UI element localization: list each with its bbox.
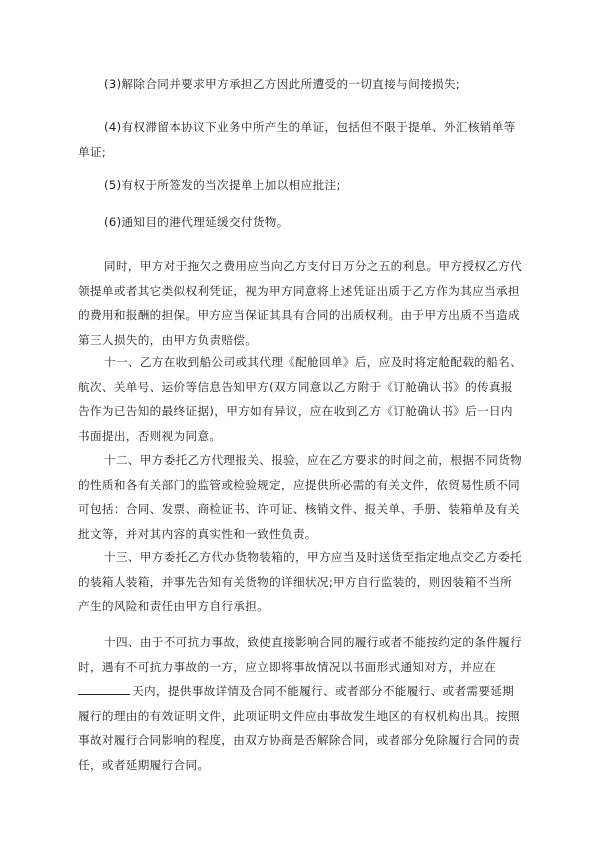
clause-item-4: (4)有权滞留本协议下业务中所产生的单证，包括但不限于提单、外汇核销单等单证;: [78, 120, 516, 159]
clause-13-paragraph: 十三、甲方委托乙方代办货物装箱的，甲方应当及时送货至指定地点交乙方委托的装箱人装箱，并事先告知有关货物的详细状况;甲方自行监装的，则因装箱不当所产生的风险和责任由甲方自行承担。: [78, 550, 523, 613]
clause-item-5: (5)有权于所签发的当次提单上加以相应批注;: [104, 178, 341, 192]
clause-11-paragraph: 十一、乙方在收到船公司或其代理《配舱回单》后，应及时将定舱配载的船名、航次、关单号、运价等信息告知甲方(双方同意以乙方附于《订舱确认书》的传真报告作为已告知的最终证据)，甲方如有异议，应在收到乙方《订舱确认书》后一日内书面提出，否则视为同意。: [78, 355, 523, 443]
clause-item-3: (3)解除合同并要求甲方承担乙方因此所遭受的一切直接与间接损失;: [104, 77, 461, 91]
clause-12-paragraph: 十二、甲方委托乙方代理报关、报验，应在乙方要求的时间之前，根据不同货物的性质和各有关部门的监管或检验规定，应提供所必需的有关文件，依贸易性质不同可包括：合同、发票、商检证书、许可证、核销文件、报关单、手册、装箱单及有关批文等，并对其内容的真实性和一致性负责。: [78, 453, 523, 541]
clause-14-text-after: 天内，提供事故详情及合同不能履行、或者部分不能履行、或者需要延期履行的理由的有效证明文件，此项证明文件应由事故发生地区的有权机构出具。按照事故对履行合同影响的程度，由双方协商是否解除合同，或者部分免除履行合同的责任，或者延期履行合同。: [78, 684, 520, 772]
days-blank-line: [78, 682, 130, 695]
pledge-paragraph: 同时，甲方对于拖欠之费用应当向乙方支付日万分之五的利息。甲方授权乙方代领提单或者其它类似权利凭证，视为甲方同意将上述凭证出质于乙方作为其应当承担的费用和报酬的担保。甲方应当保证其具有合同的出质权利。由于甲方出质不当造成第三人损失的，由甲方负责赔偿。: [78, 259, 523, 347]
clause-item-6: (6)通知目的港代理延缓交付货物。: [104, 215, 289, 229]
clause-14-paragraph: [78, 630, 524, 777]
clause-14-text-before: 十四、由于不可抗力事故，致使直接影响合同的履行或者不能按约定的条件履行时，遇有不可抗力事故的一方，应立即将事故情况以书面形式通知对方，并应在: [78, 635, 523, 674]
